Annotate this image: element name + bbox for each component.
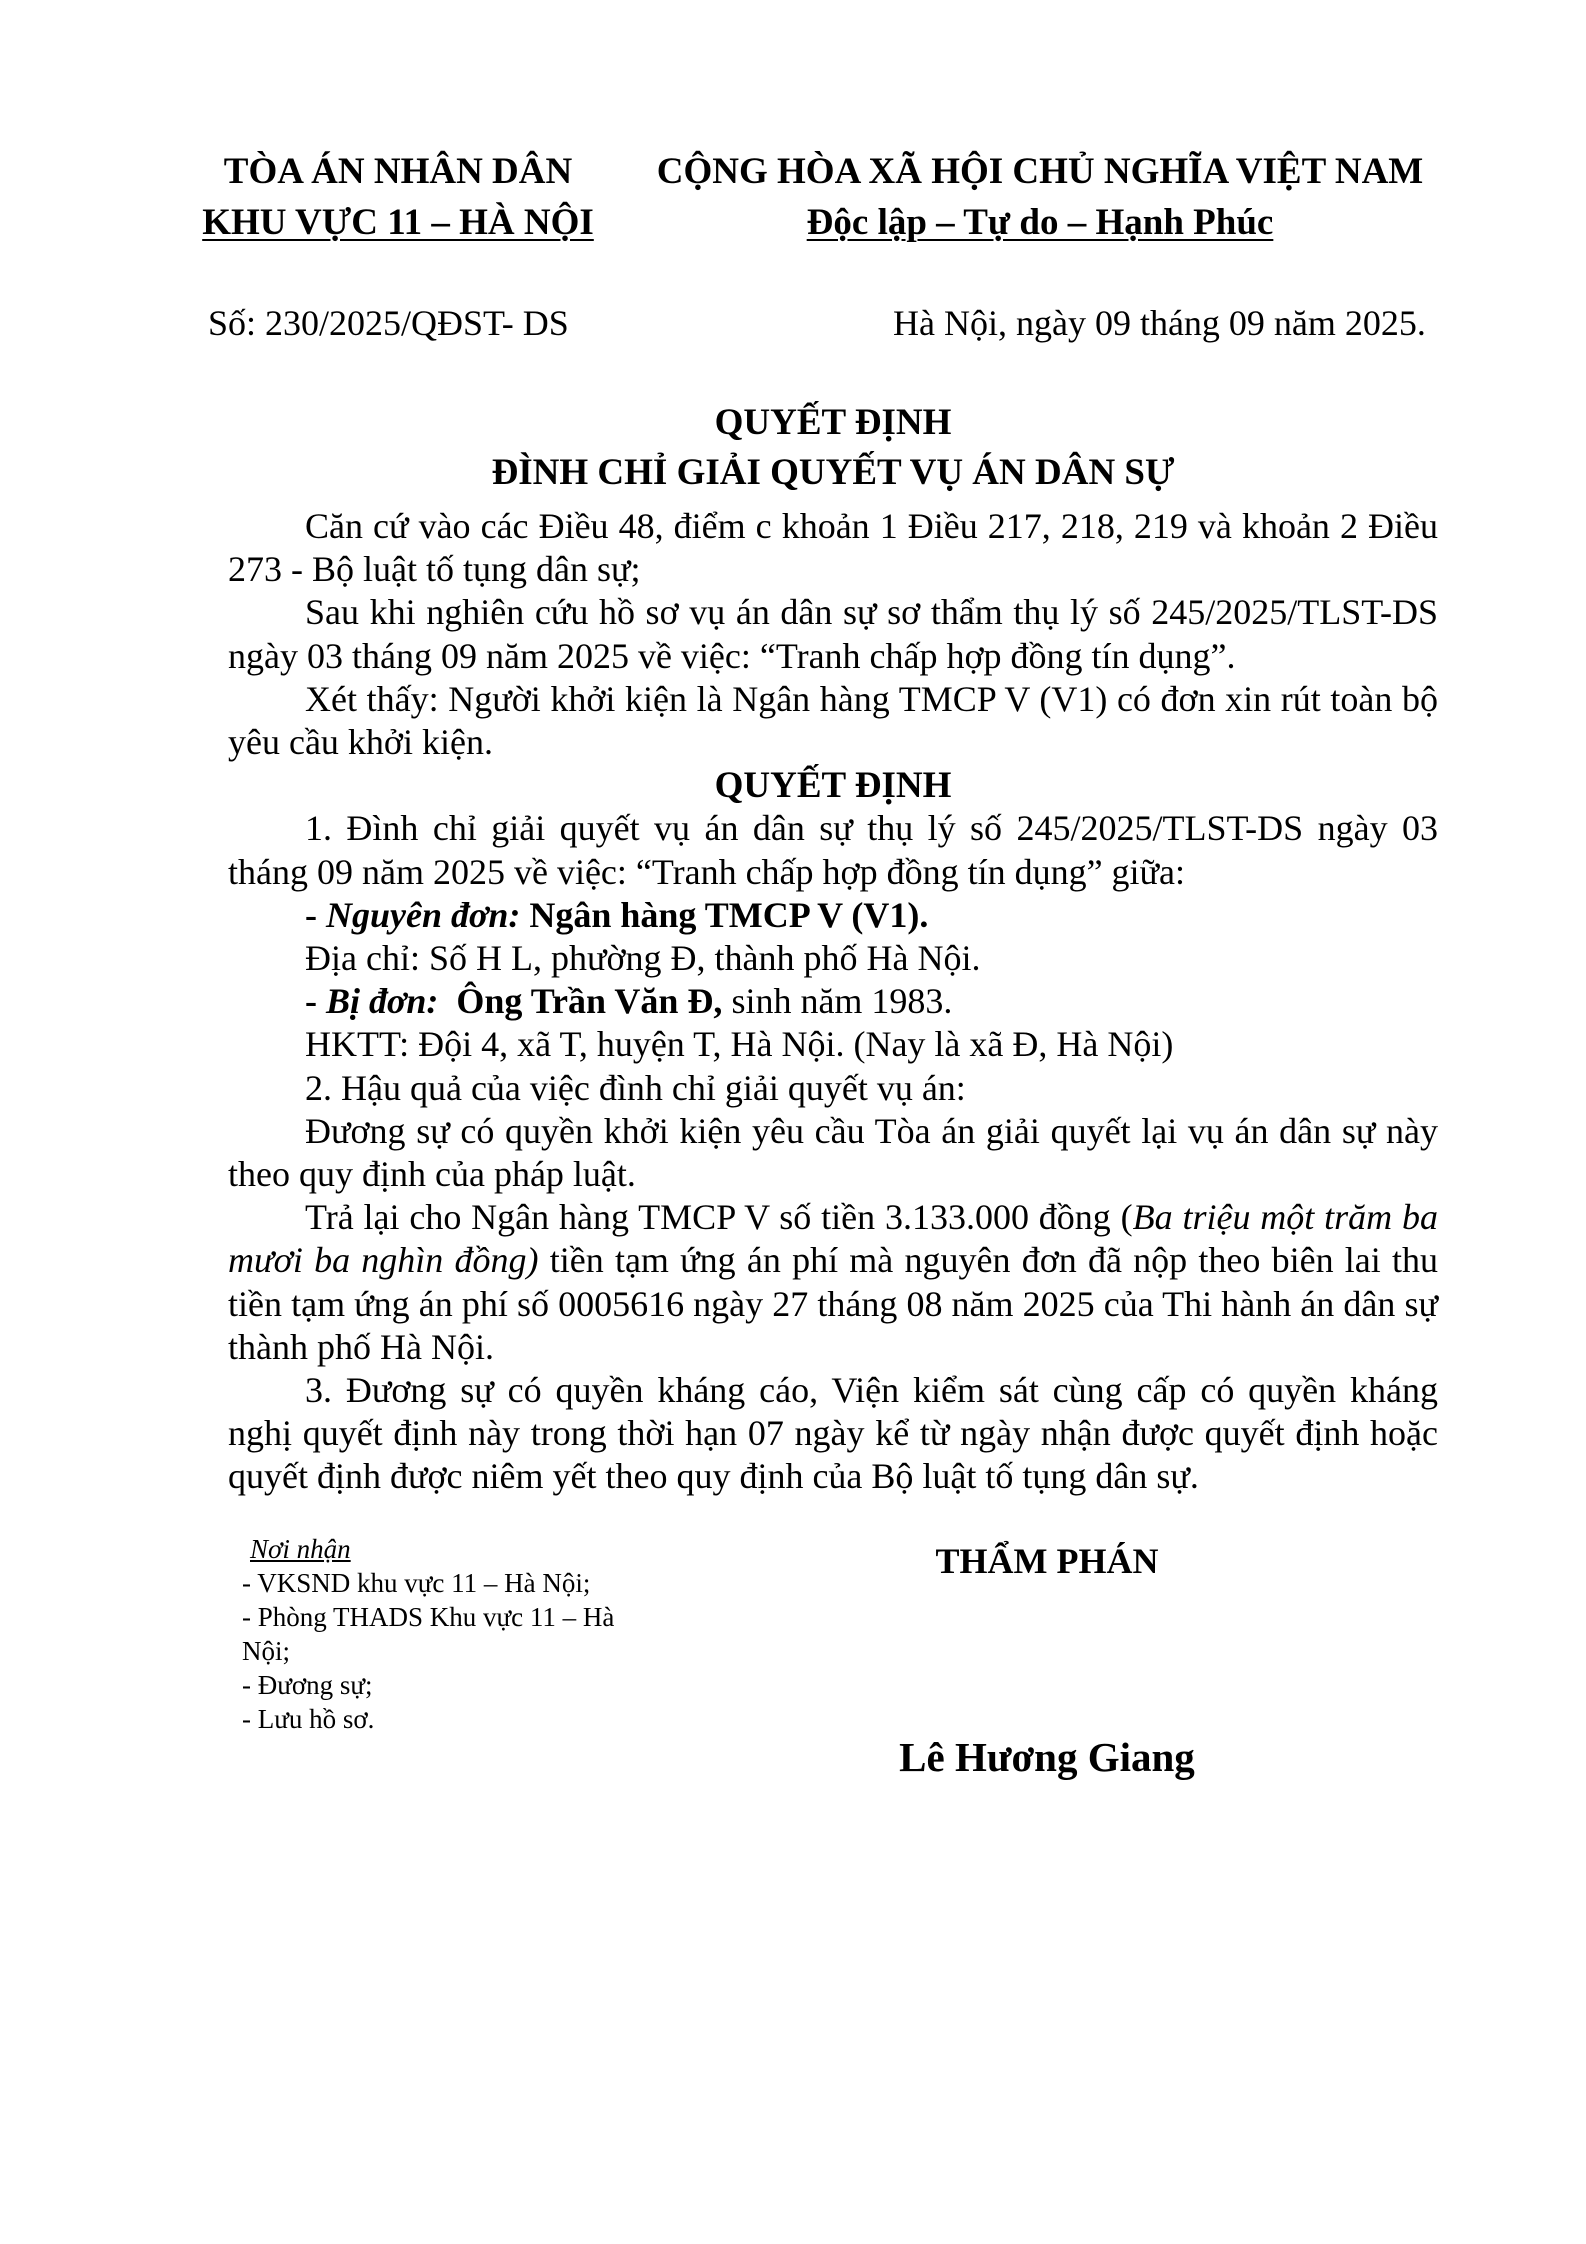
consequence-text: Đương sự có quyền khởi kiện yêu cầu Tòa án giải quyết lại vụ án dân sự này theo quy định của pháp luật. (228, 1110, 1438, 1195)
defendant-label: Bị đơn: (326, 981, 439, 1022)
defendant-birth: sinh năm 1983. (731, 981, 953, 1022)
place-date: Hà Nội, ngày 09 tháng 09 năm 2025. (893, 303, 1426, 343)
plaintiff-label: Nguyên đơn: (326, 894, 521, 935)
court-name (178, 150, 618, 244)
decision-item-3: 3. Đương sự có quyền kháng cáo, Viện kiểm sát cùng cấp có quyền kháng nghị quyết định này trong thời hạn 07 ngày kể từ ngày nhận được quyết định hoặc quyết định được niêm yết theo quy định của Bộ luật tố tụng dân sự. (228, 1370, 1438, 1497)
document-body (228, 505, 1438, 1499)
preamble-finding: Xét thấy: Người khởi kiện là Ngân hàng TMCP V (V1) có đơn xin rút toàn bộ yêu cầu khởi kiện. (228, 678, 1438, 763)
document-subtitle: ĐÌNH CHỈ GIẢI QUYẾT VỤ ÁN DÂN SỰ (491, 452, 1175, 493)
plaintiff-line: - Nguyên đơn: Ngân hàng TMCP V (V1). (305, 894, 929, 935)
recipients-block (242, 1532, 664, 1736)
defendant-address: HKTT: Đội 4, xã T, huyện T, Hà Nội. (Nay là xã Đ, Hà Nội) (305, 1024, 1174, 1065)
judge-name: Lê Hương Giang (899, 1734, 1195, 1780)
court-line-1: TÒA ÁN NHÂN DÂN (223, 151, 573, 192)
refund-amount-words: Ba triệu một trăm ba mươi ba nghìn đồng) (228, 1197, 1438, 1281)
preamble-basis: Căn cứ vào các Điều 48, điểm c khoản 1 Điều 217, 218, 219 và khoản 2 Điều 273 - Bộ luật tố tụng dân sự; (228, 506, 1438, 590)
decision-item-1: 1. Đình chỉ giải quyết vụ án dân sự thụ lý số 245/2025/TLST-DS ngày 03 tháng 09 năm 2025 về việc: “Tranh chấp hợp đồng tín dụng” giữa: (228, 808, 1438, 892)
recipients-title: Nơi nhận (250, 1534, 351, 1564)
plaintiff-address: Địa chỉ: Số H L, phường Đ, thành phố Hà Nội. (305, 938, 981, 979)
national-motto (640, 150, 1440, 244)
recipient-item: - Đương sự; (242, 1670, 373, 1700)
decision-heading: QUYẾT ĐỊNH (714, 765, 952, 807)
defendant-line: - Bị đơn: Ông Trần Văn Đ, sinh năm 1983. (305, 981, 953, 1022)
refund-text-b: tiền tạm ứng án phí mà nguyên đơn đã nộp theo biên lai thu tiền tạm ứng án phí số 0005616 ngày 27 tháng 08 năm 2025 của Thi hành án dân sự thành phố Hà Nội. (228, 1240, 1438, 1367)
judge-title: THẨM PHÁN (935, 1541, 1159, 1581)
recipient-item: - VKSND khu vực 11 – Hà Nội; (242, 1568, 591, 1598)
document-title: QUYẾT ĐỊNH (714, 402, 952, 443)
defendant-name: Ông Trần Văn Đ, (456, 981, 723, 1022)
plaintiff-name: Ngân hàng TMCP V (V1). (529, 894, 929, 935)
refund-text (228, 1196, 1438, 1369)
nation-line-1: CỘNG HÒA XÃ HỘI CHỦ NGHĨA VIỆT NAM (656, 151, 1424, 192)
court-line-2: KHU VỰC 11 – HÀ NỘI (202, 202, 594, 243)
recipient-item: - Lưu hồ sơ. (242, 1704, 375, 1734)
nation-line-2: Độc lập – Tự do – Hạnh Phúc (806, 202, 1274, 243)
preamble-review: Sau khi nghiên cứu hồ sơ vụ án dân sự sơ thẩm thụ lý số 245/2025/TLST-DS ngày 03 tháng 09 năm 2025 về việc: “Tranh chấp hợp đồng tín dụng”. (228, 592, 1438, 676)
refund-text-a: Trả lại cho Ngân hàng TMCP V số tiền 3.133.000 đồng ( (305, 1197, 1133, 1238)
decision-item-2: 2. Hậu quả của việc đình chỉ giải quyết vụ án: (305, 1067, 966, 1108)
recipient-item: - Phòng THADS Khu vực 11 – Hà Nội; (242, 1602, 615, 1666)
document-number: Số: 230/2025/QĐST- DS (208, 303, 569, 343)
